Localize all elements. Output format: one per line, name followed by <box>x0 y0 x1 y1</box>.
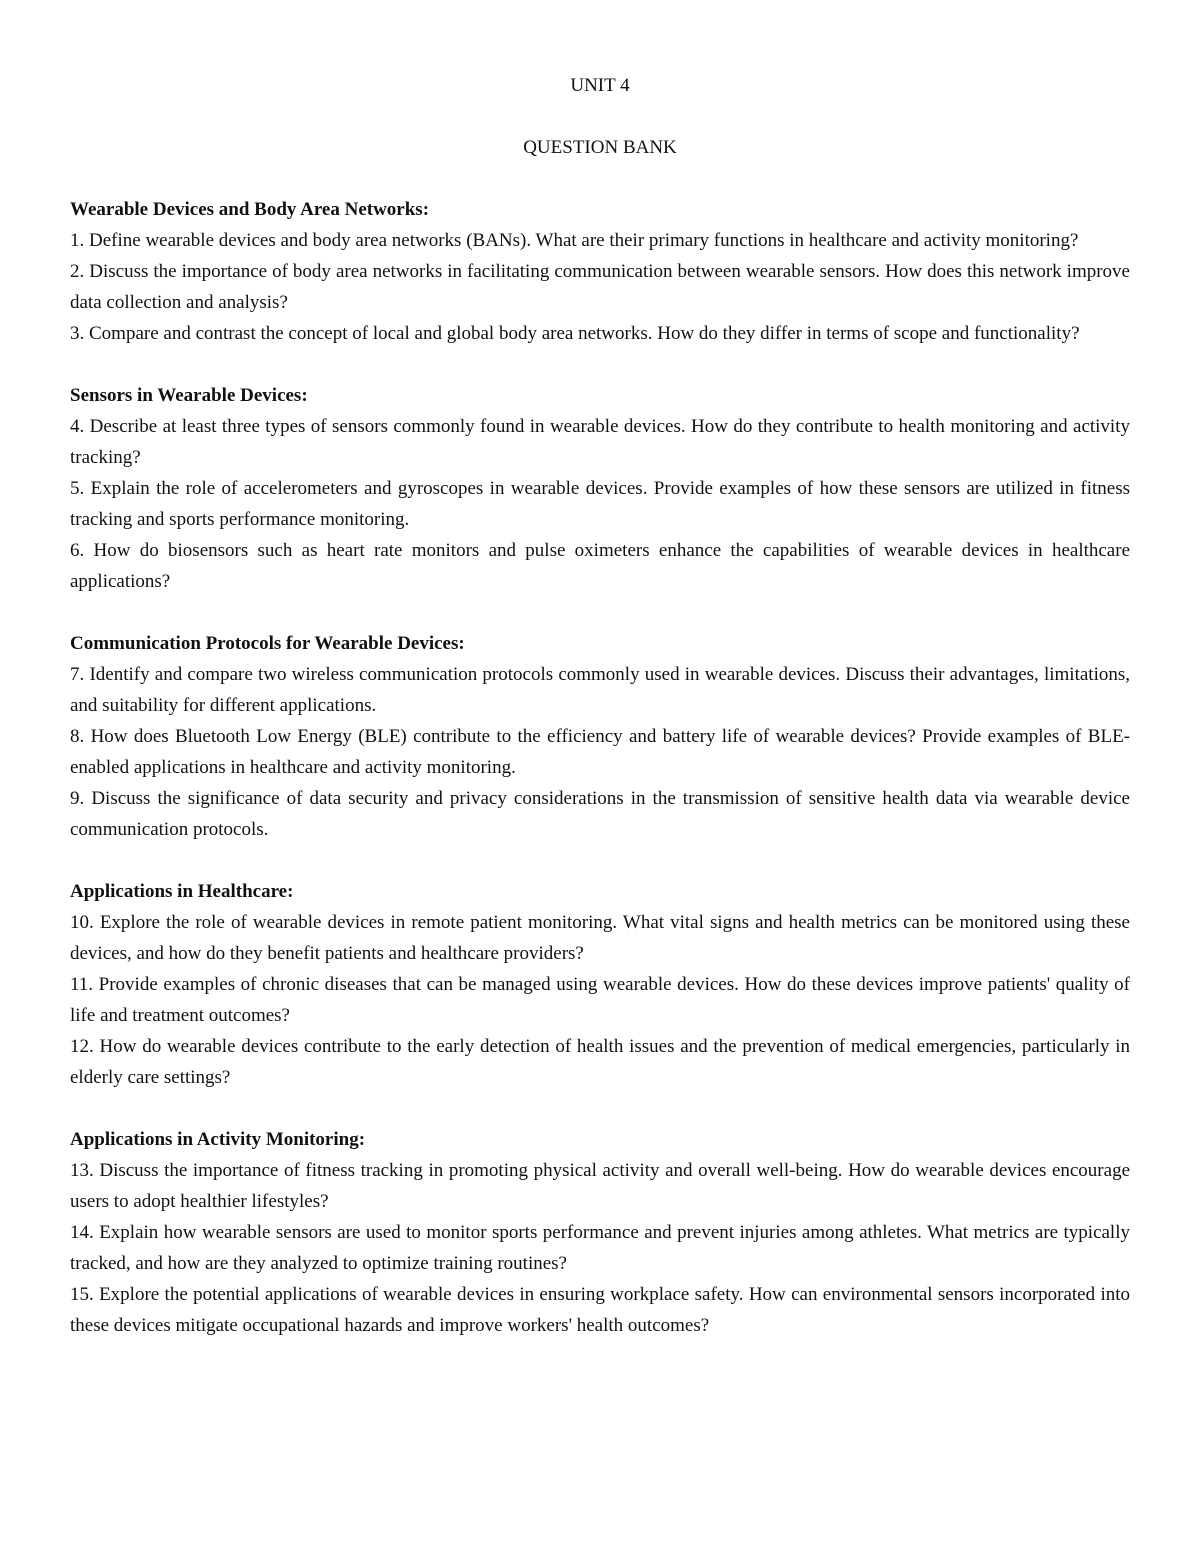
question-text: Explore the role of wearable devices in remote patient monitoring. What vital signs and health metrics can be monitored using these devices, and how do they benefit patients and healthcare providers? <box>70 912 1130 964</box>
question-number: 2. <box>70 261 85 282</box>
question-number: 14. <box>70 1222 94 1243</box>
question-number: 13. <box>70 1160 94 1181</box>
question-item <box>70 256 1130 318</box>
question-item <box>70 318 1130 349</box>
question-item <box>70 969 1130 1031</box>
question-item <box>70 659 1130 721</box>
question-text: How does Bluetooth Low Energy (BLE) contribute to the efficiency and battery life of wearable devices? Provide examples of BLE-enabled applications in healthcare and activity monitoring. <box>70 726 1131 778</box>
question-item <box>70 411 1130 473</box>
section-healthcare-applications <box>70 876 1130 1093</box>
question-number: 6. <box>70 540 85 561</box>
document-page <box>70 70 1130 1341</box>
question-item <box>70 535 1130 597</box>
section-heading: Applications in Healthcare: <box>70 881 294 902</box>
question-item <box>70 1155 1130 1217</box>
question-text: How do biosensors such as heart rate monitors and pulse oximeters enhance the capabilities of wearable devices in healthcare applications? <box>70 540 1130 592</box>
question-number: 12. <box>70 1036 94 1057</box>
section-heading: Communication Protocols for Wearable Devices: <box>70 633 465 654</box>
question-item <box>70 783 1130 845</box>
question-item <box>70 473 1130 535</box>
question-text: How do wearable devices contribute to the early detection of health issues and the prevention of medical emergencies, particularly in elderly care settings? <box>70 1036 1130 1088</box>
question-text: Discuss the significance of data security and privacy considerations in the transmission of sensitive health data via wearable device communication protocols. <box>70 788 1130 840</box>
question-number: 7. <box>70 664 85 685</box>
question-item <box>70 1217 1130 1279</box>
question-bank-title: QUESTION BANK <box>523 137 677 158</box>
unit-title: UNIT 4 <box>570 75 630 96</box>
question-item <box>70 1279 1130 1341</box>
question-text: Explain how wearable sensors are used to monitor sports performance and prevent injuries among athletes. What metrics are typically tracked, and how are they analyzed to optimize training routines? <box>70 1222 1130 1274</box>
question-number: 15. <box>70 1284 94 1305</box>
question-text: Explain the role of accelerometers and gyroscopes in wearable devices. Provide examples of how these sensors are utilized in fitness tracking and sports performance monitoring. <box>70 478 1131 530</box>
question-text: Explore the potential applications of wearable devices in ensuring workplace safety. How can environmental sensors incorporated into these devices mitigate occupational hazards and improve workers' health outcomes? <box>70 1284 1130 1336</box>
section-heading: Wearable Devices and Body Area Networks: <box>70 199 430 220</box>
question-text: Discuss the importance of fitness tracking in promoting physical activity and overall well-being. How do wearable devices encourage users to adopt healthier lifestyles? <box>70 1160 1131 1212</box>
question-number: 11. <box>70 974 94 995</box>
section-communication-protocols <box>70 628 1130 845</box>
section-wearable-devices-bans <box>70 194 1130 349</box>
question-item <box>70 907 1130 969</box>
question-number: 8. <box>70 726 85 747</box>
question-text: Identify and compare two wireless communication protocols commonly used in wearable devices. Discuss their advantages, limitations, and suitability for different applications. <box>70 664 1130 716</box>
question-number: 4. <box>70 416 85 437</box>
section-heading: Applications in Activity Monitoring: <box>70 1129 366 1150</box>
question-item <box>70 1031 1130 1093</box>
question-item <box>70 721 1130 783</box>
section-sensors <box>70 380 1130 597</box>
section-activity-monitoring <box>70 1124 1130 1341</box>
question-text: Compare and contrast the concept of local and global body area networks. How do they differ in terms of scope and functionality? <box>89 323 1080 344</box>
question-number: 3. <box>70 323 85 344</box>
question-number: 9. <box>70 788 85 809</box>
question-text: Describe at least three types of sensors commonly found in wearable devices. How do they contribute to health monitoring and activity tracking? <box>70 416 1130 468</box>
question-text: Provide examples of chronic diseases that can be managed using wearable devices. How do these devices improve patients' quality of life and treatment outcomes? <box>70 974 1130 1026</box>
question-number: 10. <box>70 912 94 933</box>
question-item <box>70 225 1130 256</box>
question-text: Define wearable devices and body area networks (BANs). What are their primary functions in healthcare and activity monitoring? <box>89 230 1079 251</box>
question-number: 5. <box>70 478 85 499</box>
question-number: 1. <box>70 230 85 251</box>
question-text: Discuss the importance of body area networks in facilitating communication between wearable sensors. How does this network improve data collection and analysis? <box>70 261 1130 313</box>
section-heading: Sensors in Wearable Devices: <box>70 385 308 406</box>
